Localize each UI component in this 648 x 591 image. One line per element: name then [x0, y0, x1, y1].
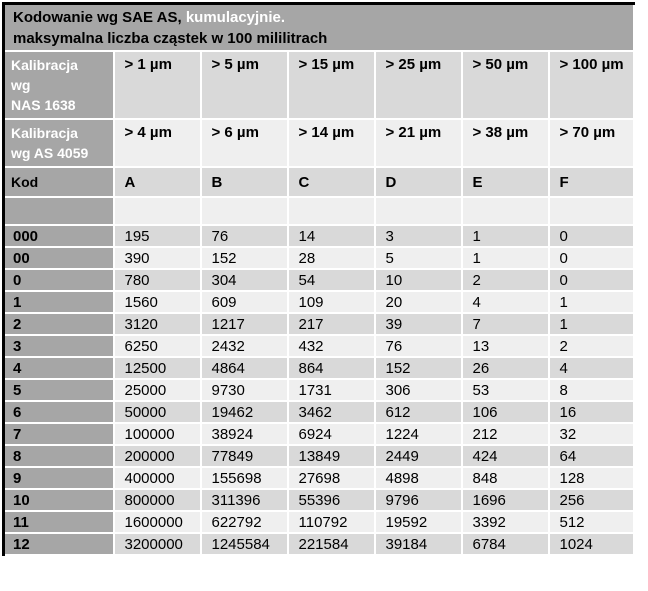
table-row [4, 489, 634, 511]
table-row [4, 335, 634, 357]
column-header-as: > 6 µm [201, 119, 288, 167]
value-cell: 152 [375, 357, 462, 379]
value-cell: 3 [375, 225, 462, 247]
value-cell: 5 [375, 247, 462, 269]
column-header-kod: D [375, 167, 462, 197]
value-cell: 6784 [462, 533, 549, 555]
value-cell: 400000 [114, 467, 201, 489]
row-code-cell: 10 [4, 489, 114, 511]
row-header-nas1638-line: Kalibracja [11, 57, 78, 73]
value-cell: 200000 [114, 445, 201, 467]
value-cell: 306 [375, 379, 462, 401]
value-cell: 212 [462, 423, 549, 445]
title-line-1 [13, 7, 625, 28]
row-header-as4059-line: wg AS 4059 [11, 145, 89, 161]
value-cell: 13849 [288, 445, 375, 467]
row-code-cell: 4 [4, 357, 114, 379]
row-code-cell: 7 [4, 423, 114, 445]
value-cell: 432 [288, 335, 375, 357]
value-cell: 50000 [114, 401, 201, 423]
value-cell: 26 [462, 357, 549, 379]
value-cell: 1731 [288, 379, 375, 401]
table-row [4, 467, 634, 489]
title-line1-black: Kodowanie wg SAE AS, [13, 9, 182, 26]
value-cell: 221584 [288, 533, 375, 555]
column-header-nas: > 25 µm [375, 51, 462, 119]
spacer-cell [114, 197, 201, 225]
spacer-cell [549, 197, 634, 225]
value-cell: 3392 [462, 511, 549, 533]
value-cell: 54 [288, 269, 375, 291]
value-cell: 128 [549, 467, 634, 489]
row-code-cell: 00 [4, 247, 114, 269]
value-cell: 152 [201, 247, 288, 269]
value-cell: 19592 [375, 511, 462, 533]
table-row [4, 225, 634, 247]
value-cell: 311396 [201, 489, 288, 511]
value-cell: 16 [549, 401, 634, 423]
row-code-cell: 8 [4, 445, 114, 467]
row-header-nas1638 [4, 51, 114, 119]
value-cell: 622792 [201, 511, 288, 533]
value-cell: 27698 [288, 467, 375, 489]
title-line-2: maksymalna liczba cząstek w 100 mililitrach [13, 30, 328, 47]
value-cell: 39 [375, 313, 462, 335]
value-cell: 1 [549, 291, 634, 313]
value-cell: 106 [462, 401, 549, 423]
column-header-kod: E [462, 167, 549, 197]
value-cell: 155698 [201, 467, 288, 489]
table-row [4, 247, 634, 269]
value-cell: 2 [462, 269, 549, 291]
spacer-row [4, 197, 634, 225]
table-row [4, 357, 634, 379]
column-header-as: > 38 µm [462, 119, 549, 167]
value-cell: 4864 [201, 357, 288, 379]
row-code-cell: 12 [4, 533, 114, 555]
row-code-cell: 9 [4, 467, 114, 489]
value-cell: 0 [549, 225, 634, 247]
row-code-cell: 0 [4, 269, 114, 291]
value-cell: 32 [549, 423, 634, 445]
value-cell: 512 [549, 511, 634, 533]
spacer-cell [462, 197, 549, 225]
value-cell: 1560 [114, 291, 201, 313]
value-cell: 14 [288, 225, 375, 247]
table-row [4, 533, 634, 555]
row-code-cell: 1 [4, 291, 114, 313]
value-cell: 76 [201, 225, 288, 247]
value-cell: 1 [462, 247, 549, 269]
spacer-cell [201, 197, 288, 225]
table-row [4, 511, 634, 533]
table-body [4, 225, 634, 555]
row-header-as4059-line: Kalibracja [11, 125, 78, 141]
value-cell: 6924 [288, 423, 375, 445]
value-cell: 217 [288, 313, 375, 335]
value-cell: 55396 [288, 489, 375, 511]
table-row [4, 291, 634, 313]
header-row-kod [4, 167, 634, 197]
value-cell: 9730 [201, 379, 288, 401]
value-cell: 77849 [201, 445, 288, 467]
value-cell: 7 [462, 313, 549, 335]
value-cell: 1 [549, 313, 634, 335]
value-cell: 8 [549, 379, 634, 401]
spacer-cell [375, 197, 462, 225]
spacer-left-cell [4, 197, 114, 225]
column-header-nas: > 50 µm [462, 51, 549, 119]
row-code-cell: 6 [4, 401, 114, 423]
value-cell: 38924 [201, 423, 288, 445]
particle-count-table [2, 2, 635, 556]
value-cell: 1245584 [201, 533, 288, 555]
table-row [4, 269, 634, 291]
value-cell: 9796 [375, 489, 462, 511]
table-title [4, 4, 634, 52]
row-header-as4059 [4, 119, 114, 167]
value-cell: 0 [549, 269, 634, 291]
table-row [4, 445, 634, 467]
value-cell: 3200000 [114, 533, 201, 555]
value-cell: 64 [549, 445, 634, 467]
column-header-kod: A [114, 167, 201, 197]
value-cell: 4898 [375, 467, 462, 489]
column-header-as: > 14 µm [288, 119, 375, 167]
column-header-kod: B [201, 167, 288, 197]
value-cell: 1024 [549, 533, 634, 555]
row-code-cell: 5 [4, 379, 114, 401]
row-header-nas1638-line: NAS 1638 [11, 97, 76, 113]
value-cell: 609 [201, 291, 288, 313]
value-cell: 780 [114, 269, 201, 291]
value-cell: 848 [462, 467, 549, 489]
row-header-kod: Kod [4, 167, 114, 197]
value-cell: 195 [114, 225, 201, 247]
column-header-as: > 4 µm [114, 119, 201, 167]
value-cell: 13 [462, 335, 549, 357]
value-cell: 25000 [114, 379, 201, 401]
value-cell: 2 [549, 335, 634, 357]
column-header-nas: > 1 µm [114, 51, 201, 119]
table-row [4, 401, 634, 423]
value-cell: 6250 [114, 335, 201, 357]
value-cell: 76 [375, 335, 462, 357]
value-cell: 12500 [114, 357, 201, 379]
value-cell: 424 [462, 445, 549, 467]
value-cell: 2449 [375, 445, 462, 467]
value-cell: 4 [549, 357, 634, 379]
header-row-as4059 [4, 119, 634, 167]
value-cell: 53 [462, 379, 549, 401]
value-cell: 304 [201, 269, 288, 291]
value-cell: 19462 [201, 401, 288, 423]
value-cell: 3120 [114, 313, 201, 335]
row-code-cell: 000 [4, 225, 114, 247]
column-header-kod: C [288, 167, 375, 197]
column-header-kod: F [549, 167, 634, 197]
title-line1-highlight: kumulacyjnie. [185, 9, 286, 26]
spacer-cell [288, 197, 375, 225]
column-header-nas: > 5 µm [201, 51, 288, 119]
value-cell: 4 [462, 291, 549, 313]
value-cell: 0 [549, 247, 634, 269]
table-row [4, 379, 634, 401]
table-row [4, 313, 634, 335]
value-cell: 20 [375, 291, 462, 313]
value-cell: 100000 [114, 423, 201, 445]
value-cell: 3462 [288, 401, 375, 423]
row-code-cell: 2 [4, 313, 114, 335]
table-row [4, 423, 634, 445]
column-header-as: > 70 µm [549, 119, 634, 167]
value-cell: 864 [288, 357, 375, 379]
column-header-as: > 21 µm [375, 119, 462, 167]
header-row-nas1638 [4, 51, 634, 119]
value-cell: 28 [288, 247, 375, 269]
value-cell: 109 [288, 291, 375, 313]
row-code-cell: 3 [4, 335, 114, 357]
value-cell: 1 [462, 225, 549, 247]
value-cell: 1696 [462, 489, 549, 511]
value-cell: 1600000 [114, 511, 201, 533]
column-header-nas: > 15 µm [288, 51, 375, 119]
value-cell: 2432 [201, 335, 288, 357]
column-header-nas: > 100 µm [549, 51, 634, 119]
value-cell: 1217 [201, 313, 288, 335]
value-cell: 110792 [288, 511, 375, 533]
value-cell: 800000 [114, 489, 201, 511]
value-cell: 1224 [375, 423, 462, 445]
value-cell: 10 [375, 269, 462, 291]
row-code-cell: 11 [4, 511, 114, 533]
value-cell: 256 [549, 489, 634, 511]
value-cell: 39184 [375, 533, 462, 555]
table-title-row [4, 4, 634, 52]
value-cell: 612 [375, 401, 462, 423]
value-cell: 390 [114, 247, 201, 269]
row-header-nas1638-line: wg [11, 77, 31, 93]
